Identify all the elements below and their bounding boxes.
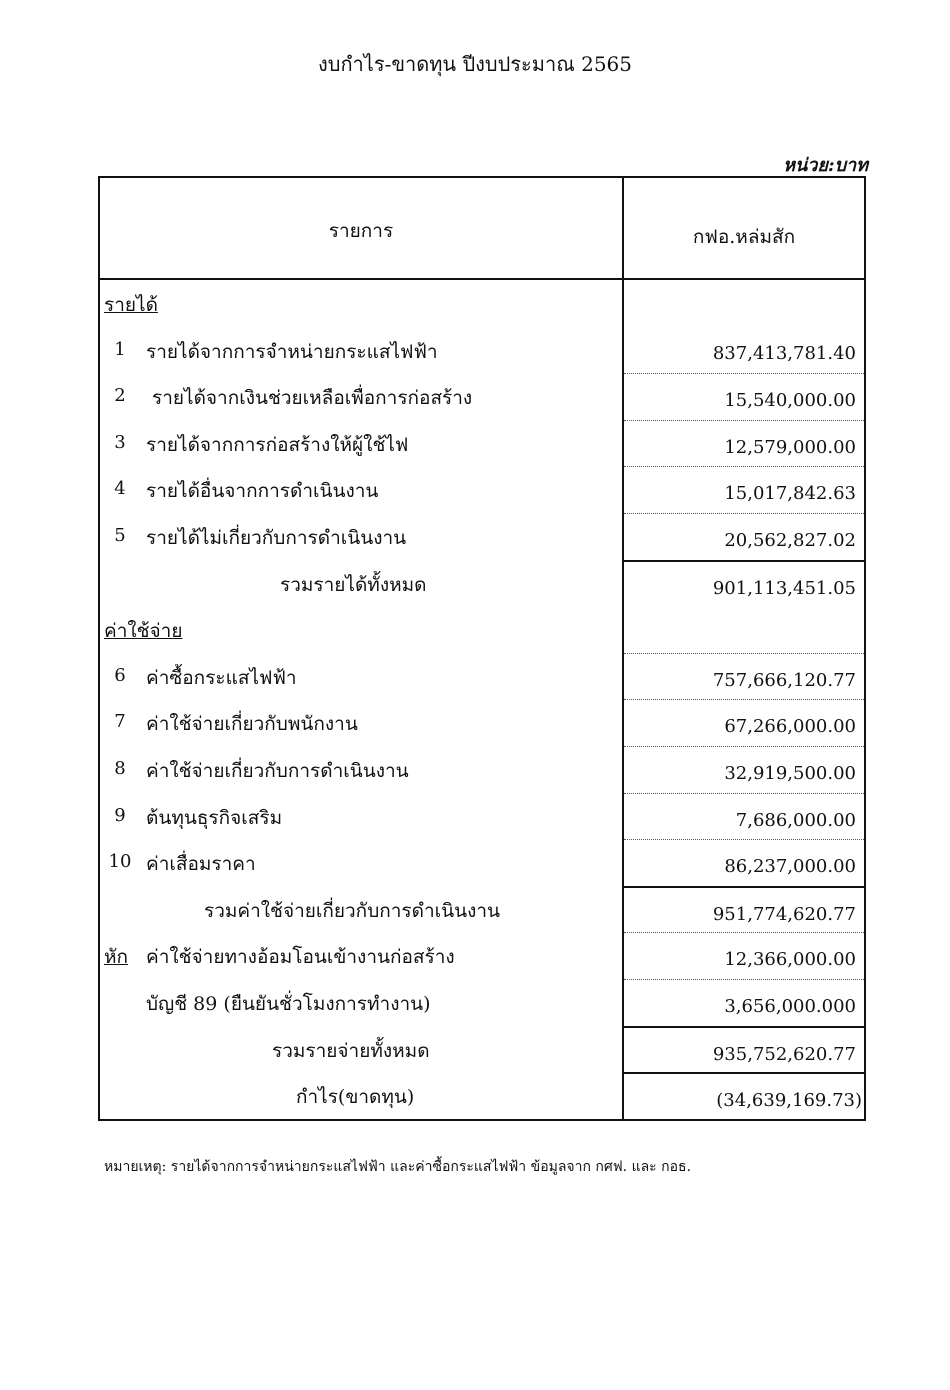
table-row xyxy=(100,839,864,886)
row-amount: 12,579,000.00 xyxy=(724,436,856,458)
table-row xyxy=(100,466,864,513)
row-label: ค่าใช้จ่ายเกี่ยวกับการดำเนินงาน xyxy=(146,759,409,782)
row-amount: 67,266,000.00 xyxy=(724,716,856,738)
footnote: หมายเหตุ: รายได้จากการจำหน่ายกระแสไฟฟ้า และค่าซื้อกระแสไฟฟ้า ข้อมูลจาก กศฟ. และ กอธ. xyxy=(104,1159,692,1175)
income-total-label: รวมรายได้ทั้งหมด xyxy=(280,573,427,596)
table-row xyxy=(100,699,864,746)
expense-total-amount: 935,752,620.77 xyxy=(712,1043,856,1065)
unit-label: หน่วย:บาท xyxy=(783,155,868,176)
row-label: รายได้จากเงินช่วยเหลือเพื่อการก่อสร้าง xyxy=(152,387,473,410)
row-label: รายได้อื่นจากการดำเนินงาน xyxy=(146,480,379,503)
row-number: 8 xyxy=(114,757,126,779)
table-header xyxy=(100,178,864,280)
income-heading-row xyxy=(100,280,864,327)
row-amount: 32,919,500.00 xyxy=(724,762,856,784)
operating-total-label: รวมค่าใช้จ่ายเกี่ยวกับการดำเนินงาน xyxy=(204,899,501,922)
deduct-1-amount: 12,366,000.00 xyxy=(724,949,856,971)
row-number: 4 xyxy=(114,478,126,500)
row-label: ค่าใช้จ่ายเกี่ยวกับพนักงาน xyxy=(146,713,358,736)
row-label: ค่าเสื่อมราคา xyxy=(146,853,256,876)
profit-loss-table xyxy=(98,176,866,1121)
table-row xyxy=(100,746,864,793)
table-row xyxy=(100,373,864,420)
row-number: 10 xyxy=(108,851,132,873)
row-label: รายได้จากการก่อสร้างให้ผู้ใช้ไฟ xyxy=(146,433,409,456)
row-amount: 15,017,842.63 xyxy=(724,483,856,505)
profit-label: กำไร(ขาดทุน) xyxy=(296,1086,415,1109)
expense-heading: ค่าใช้จ่าย xyxy=(104,620,183,643)
income-total-row xyxy=(100,560,864,607)
row-amount: 7,686,000.00 xyxy=(735,809,856,831)
expense-total-label: รวมรายจ่ายทั้งหมด xyxy=(272,1039,430,1062)
row-amount: 86,237,000.00 xyxy=(724,856,856,878)
row-number: 3 xyxy=(114,431,126,453)
profit-amount: (34,639,169.73) xyxy=(716,1090,862,1112)
table-row xyxy=(100,420,864,467)
row-amount: 757,666,120.77 xyxy=(712,669,856,691)
deduct-2-amount: 3,656,000.000 xyxy=(724,995,856,1017)
table-row xyxy=(100,327,864,374)
row-number: 2 xyxy=(114,385,126,407)
row-number: 5 xyxy=(114,524,126,546)
table-row xyxy=(100,653,864,700)
expense-heading-row xyxy=(100,606,864,653)
operating-total-row xyxy=(100,886,864,933)
row-label: รายได้ไม่เกี่ยวกับการดำเนินงาน xyxy=(146,526,407,549)
row-number: 1 xyxy=(114,338,126,360)
header-column: กฟอ.หล่มสัก xyxy=(692,226,796,248)
operating-total-amount: 951,774,620.77 xyxy=(712,903,856,925)
row-label: ค่าซื้อกระแสไฟฟ้า xyxy=(146,666,297,689)
profit-row xyxy=(100,1072,864,1119)
deduct-1-label: ค่าใช้จ่ายทางอ้อมโอนเข้างานก่อสร้าง xyxy=(146,946,455,969)
expense-total-row xyxy=(100,1026,864,1073)
row-amount: 837,413,781.40 xyxy=(712,342,856,364)
deduct-2-label: บัญชี 89 (ยืนยันชั่วโมงการทำงาน) xyxy=(146,992,431,1015)
row-label: ต้นทุนธุรกิจเสริม xyxy=(146,806,283,829)
row-number: 6 xyxy=(114,664,126,686)
income-heading: รายได้ xyxy=(104,294,158,316)
table-row xyxy=(100,793,864,840)
deduct-row xyxy=(100,932,864,979)
deduct-word: หัก xyxy=(104,946,129,969)
row-number: 9 xyxy=(114,804,126,826)
row-label: รายได้จากการจำหน่ายกระแสไฟฟ้า xyxy=(146,340,438,363)
row-amount: 20,562,827.02 xyxy=(724,529,856,551)
document-title: งบกำไร-ขาดทุน ปีงบประมาณ 2565 xyxy=(317,52,633,76)
row-number: 7 xyxy=(114,711,126,733)
table-row xyxy=(100,513,864,560)
row-amount: 15,540,000.00 xyxy=(724,390,856,412)
income-total-amount: 901,113,451.05 xyxy=(712,577,856,599)
deduct-row xyxy=(100,979,864,1026)
header-item: รายการ xyxy=(328,220,394,242)
